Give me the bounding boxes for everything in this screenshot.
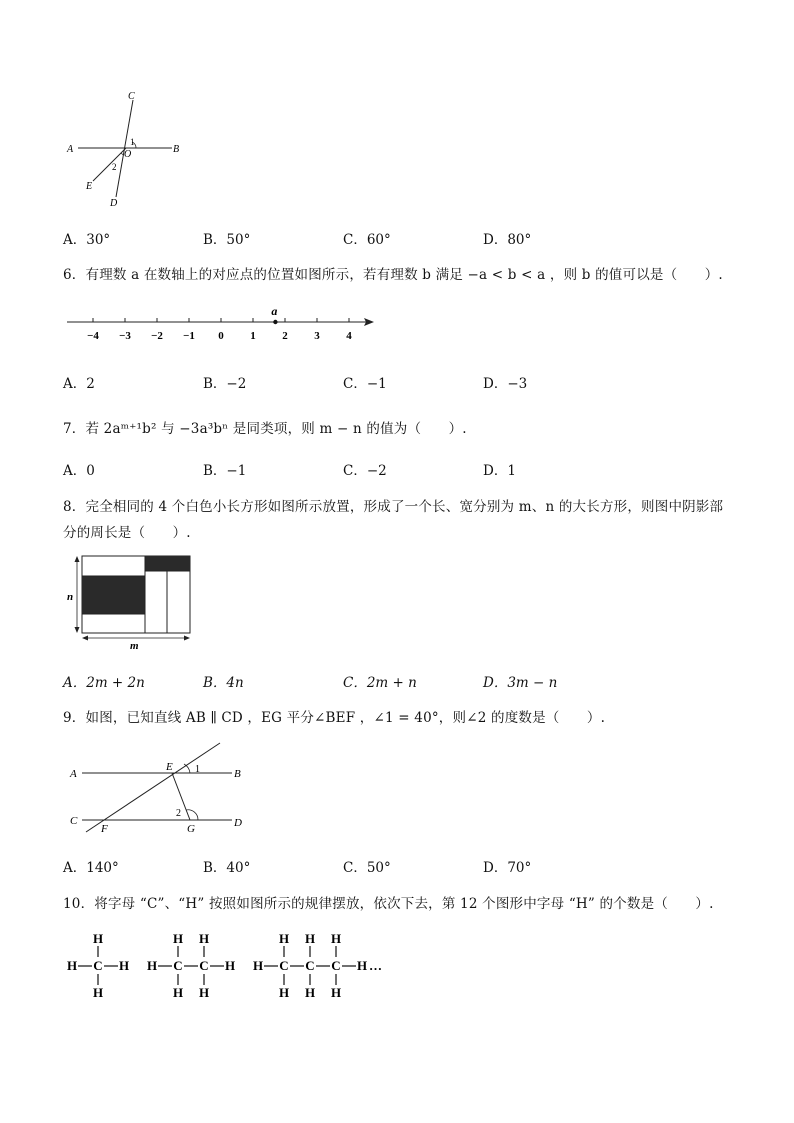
label-b: B: [234, 768, 241, 780]
label-n: n: [67, 591, 74, 603]
label-d: D: [234, 817, 242, 829]
letter-h: H: [304, 931, 316, 946]
label-a: A: [70, 768, 77, 780]
point-a: [273, 320, 277, 324]
letter-h: H: [198, 985, 210, 1000]
label-d: D: [110, 198, 118, 209]
letter-h: H: [278, 985, 290, 1000]
tick-label: 4: [346, 330, 352, 342]
letter-h: H: [92, 985, 104, 1000]
ellipsis: …: [369, 958, 382, 973]
label-a: A: [67, 144, 74, 155]
letter-h: H: [66, 958, 78, 973]
letter-c: C: [305, 958, 315, 973]
q9-parallel-lines-figure: [62, 740, 262, 840]
shaded-left: [82, 576, 145, 614]
letter-c: C: [93, 958, 103, 973]
q9-question-text: 9．如图，已知直线 AB ∥ CD ，EG 平分∠BEF ，∠1 = 40°，则∠2 的度数是（ ）.: [63, 710, 606, 726]
letter-c: C: [331, 958, 341, 973]
letter-c: C: [199, 958, 209, 973]
letter-h: H: [172, 985, 184, 1000]
bisector-eg: [172, 773, 190, 820]
white-rect-3: [145, 571, 167, 633]
q7-option-d[interactable]: D．1: [483, 463, 516, 479]
white-rect-1: [82, 556, 145, 576]
q10-molecule-figures: [60, 928, 380, 1003]
label-o: O: [124, 149, 132, 160]
q6-option-b[interactable]: B．−2: [203, 376, 247, 392]
letter-h: H: [118, 958, 130, 973]
q9-option-a[interactable]: A．140°: [63, 860, 119, 876]
q7-option-b[interactable]: B．−1: [203, 463, 247, 479]
q5-option-d[interactable]: D．80°: [483, 232, 532, 248]
white-rect-4: [167, 571, 190, 633]
q9-option-c[interactable]: C．50°: [343, 860, 391, 876]
q5-option-c[interactable]: C．60°: [343, 232, 391, 248]
label-c: C: [128, 91, 135, 102]
q9-option-b[interactable]: B．40°: [203, 860, 251, 876]
letter-c: C: [279, 958, 289, 973]
letter-h: H: [252, 958, 264, 973]
point-a-label: a: [271, 304, 278, 318]
label-c: C: [70, 815, 78, 827]
q8-option-c[interactable]: C．2m + n: [343, 675, 417, 691]
letter-h: H: [330, 931, 342, 946]
q5-option-b[interactable]: B．50°: [203, 232, 251, 248]
letter-h: H: [92, 931, 104, 946]
q8-question-text-line2: 分的周长是（ ）.: [63, 525, 191, 541]
letter-h: H: [198, 931, 210, 946]
shaded-top-right: [145, 556, 190, 571]
q8-option-b[interactable]: B．4n: [203, 675, 244, 691]
q10-question-text: 10．将字母 “C”、“H” 按照如图所示的规律摆放，依次下去，第 12 个图形中字母 “H” 的个数是（ ）.: [63, 896, 714, 912]
ray-oe: [93, 148, 126, 181]
q5-angle-figure: [60, 85, 200, 215]
q6-question-text: 6．有理数 a 在数轴上的对应点的位置如图所示，若有理数 b 满足 −a < b < a ，则 b 的值可以是（ ）.: [63, 267, 723, 283]
letter-h: H: [172, 931, 184, 946]
q8-question-text-line1: 8．完全相同的 4 个白色小长方形如图所示放置，形成了一个长、宽分别为 m、n 的大长方形，则图中阴影部: [63, 499, 724, 515]
tick-label: −4: [87, 330, 99, 342]
tick-label: −2: [151, 330, 163, 342]
tick-label: −1: [183, 330, 195, 342]
letter-h: H: [356, 958, 368, 973]
q7-option-a[interactable]: A．0: [63, 463, 95, 479]
letter-h: H: [146, 958, 158, 973]
q7-option-c[interactable]: C．−2: [343, 463, 387, 479]
label-f: F: [101, 823, 108, 835]
tick-label: 2: [282, 330, 288, 342]
label-m: m: [130, 640, 139, 652]
letter-c: C: [173, 958, 183, 973]
label-e: E: [86, 181, 93, 192]
letter-h: H: [304, 985, 316, 1000]
q7-question-text: 7．若 2aᵐ⁺¹b² 与 −3a³bⁿ 是同类项，则 m − n 的值为（ ）.: [63, 421, 467, 437]
q5-option-a[interactable]: A．30°: [63, 232, 111, 248]
q9-option-d[interactable]: D．70°: [483, 860, 532, 876]
label-b: B: [173, 144, 180, 155]
tick-label: 3: [314, 330, 320, 342]
q6-option-c[interactable]: C．−1: [343, 376, 387, 392]
label-e: E: [166, 761, 173, 773]
white-rect-2: [82, 614, 145, 633]
tick-label: 1: [250, 330, 256, 342]
q8-option-a[interactable]: A．2m + 2n: [63, 675, 145, 691]
q6-option-a[interactable]: A．2: [63, 376, 95, 392]
label-1: 1: [195, 764, 200, 775]
letter-h: H: [330, 985, 342, 1000]
q8-option-d[interactable]: D．3m − n: [483, 675, 558, 691]
q6-number-line: [62, 302, 382, 347]
label-2: 2: [112, 162, 117, 172]
tick-label: 0: [218, 330, 224, 342]
letter-h: H: [278, 931, 290, 946]
q8-rectangle-figure: [62, 553, 202, 653]
label-1: 1: [130, 137, 135, 147]
letter-h: H: [224, 958, 236, 973]
label-g: G: [187, 823, 195, 835]
transversal-ef: [86, 743, 220, 832]
tick-label: −3: [119, 330, 131, 342]
label-2: 2: [176, 808, 181, 819]
q6-option-d[interactable]: D．−3: [483, 376, 528, 392]
